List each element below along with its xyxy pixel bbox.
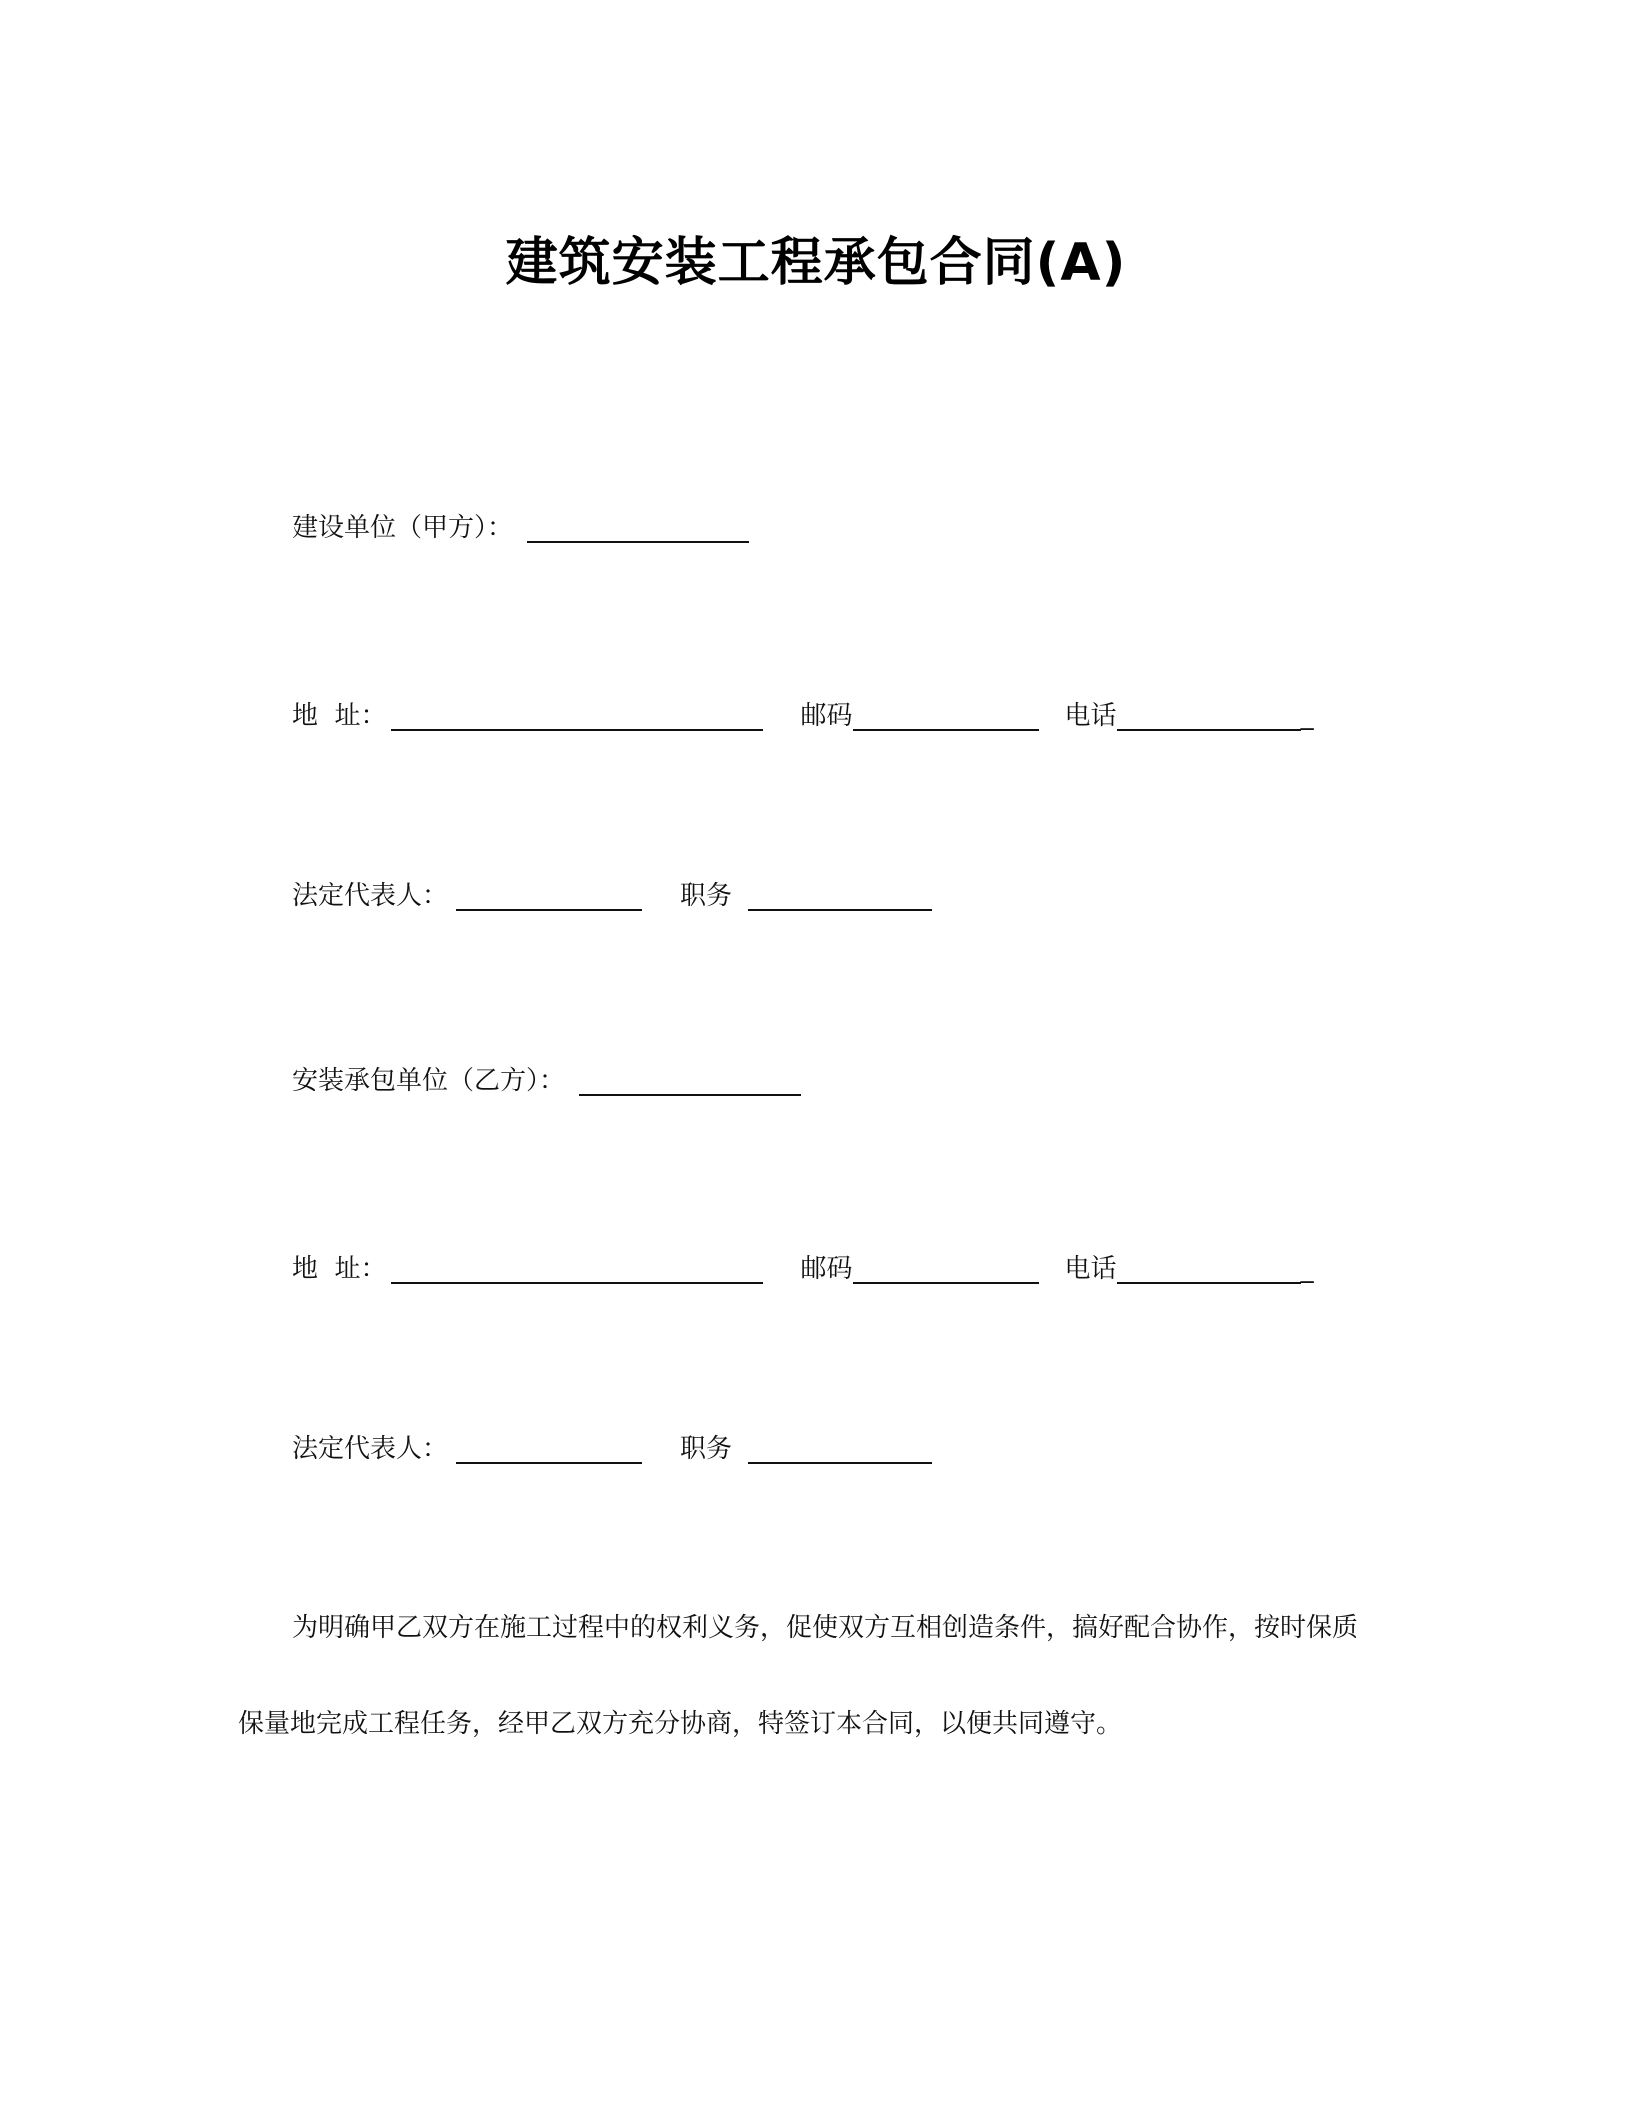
party-a-unit-row [292, 495, 749, 545]
party-a-address-label: 地 址： [292, 701, 387, 731]
party-b-rep-label: 法定代表人： [292, 1434, 449, 1464]
party-a-position-label: 职务 [680, 881, 733, 911]
party-b-position-field[interactable] [748, 1432, 932, 1464]
preamble-line-1: 为明确甲乙双方在施工过程中的权利义务，促使双方互相创造条件，搞好配合协作，按时保质 [292, 1613, 1359, 1643]
party-a-rep-field[interactable] [456, 879, 642, 911]
party-b-rep-field[interactable] [456, 1432, 642, 1464]
party-a-postcode-label: 邮码 [800, 701, 853, 731]
party-b-phone-field[interactable] [1117, 1252, 1301, 1284]
party-a-address-field[interactable] [391, 699, 763, 731]
party-b-unit-field[interactable] [579, 1064, 801, 1096]
party-a-phone-field[interactable] [1117, 699, 1301, 731]
party-b-address-field[interactable] [391, 1252, 763, 1284]
party-b-postcode-field[interactable] [853, 1252, 1039, 1284]
party-a-position-field[interactable] [748, 879, 932, 911]
party-b-unit-row [292, 1048, 801, 1098]
party-a-phone-tail: _ [1300, 701, 1314, 731]
party-a-phone-label: 电话 [1064, 701, 1117, 731]
party-b-unit-label: 安装承包单位（乙方）： [292, 1066, 566, 1096]
party-a-rep-row [292, 863, 932, 913]
document-title: 建筑安装工程承包合同(A) [505, 233, 1127, 293]
party-a-postcode-field[interactable] [853, 699, 1039, 731]
preamble-line-2: 保量地完成工程任务，经甲乙双方充分协商，特签订本合同，以便共同遵守。 [238, 1709, 1123, 1739]
party-b-postcode-label: 邮码 [800, 1254, 853, 1284]
party-b-phone-label: 电话 [1064, 1254, 1117, 1284]
party-b-rep-row [292, 1416, 932, 1466]
party-b-address-row [292, 1236, 1314, 1286]
party-a-unit-label: 建设单位（甲方）： [292, 513, 514, 543]
party-a-unit-field[interactable] [527, 511, 749, 543]
party-b-position-label: 职务 [680, 1434, 733, 1464]
party-b-address-label: 地 址： [292, 1254, 387, 1284]
party-b-phone-tail: _ [1300, 1254, 1314, 1284]
party-a-rep-label: 法定代表人： [292, 881, 449, 911]
preamble-paragraph [238, 1580, 1408, 1772]
party-a-address-row [292, 683, 1314, 733]
